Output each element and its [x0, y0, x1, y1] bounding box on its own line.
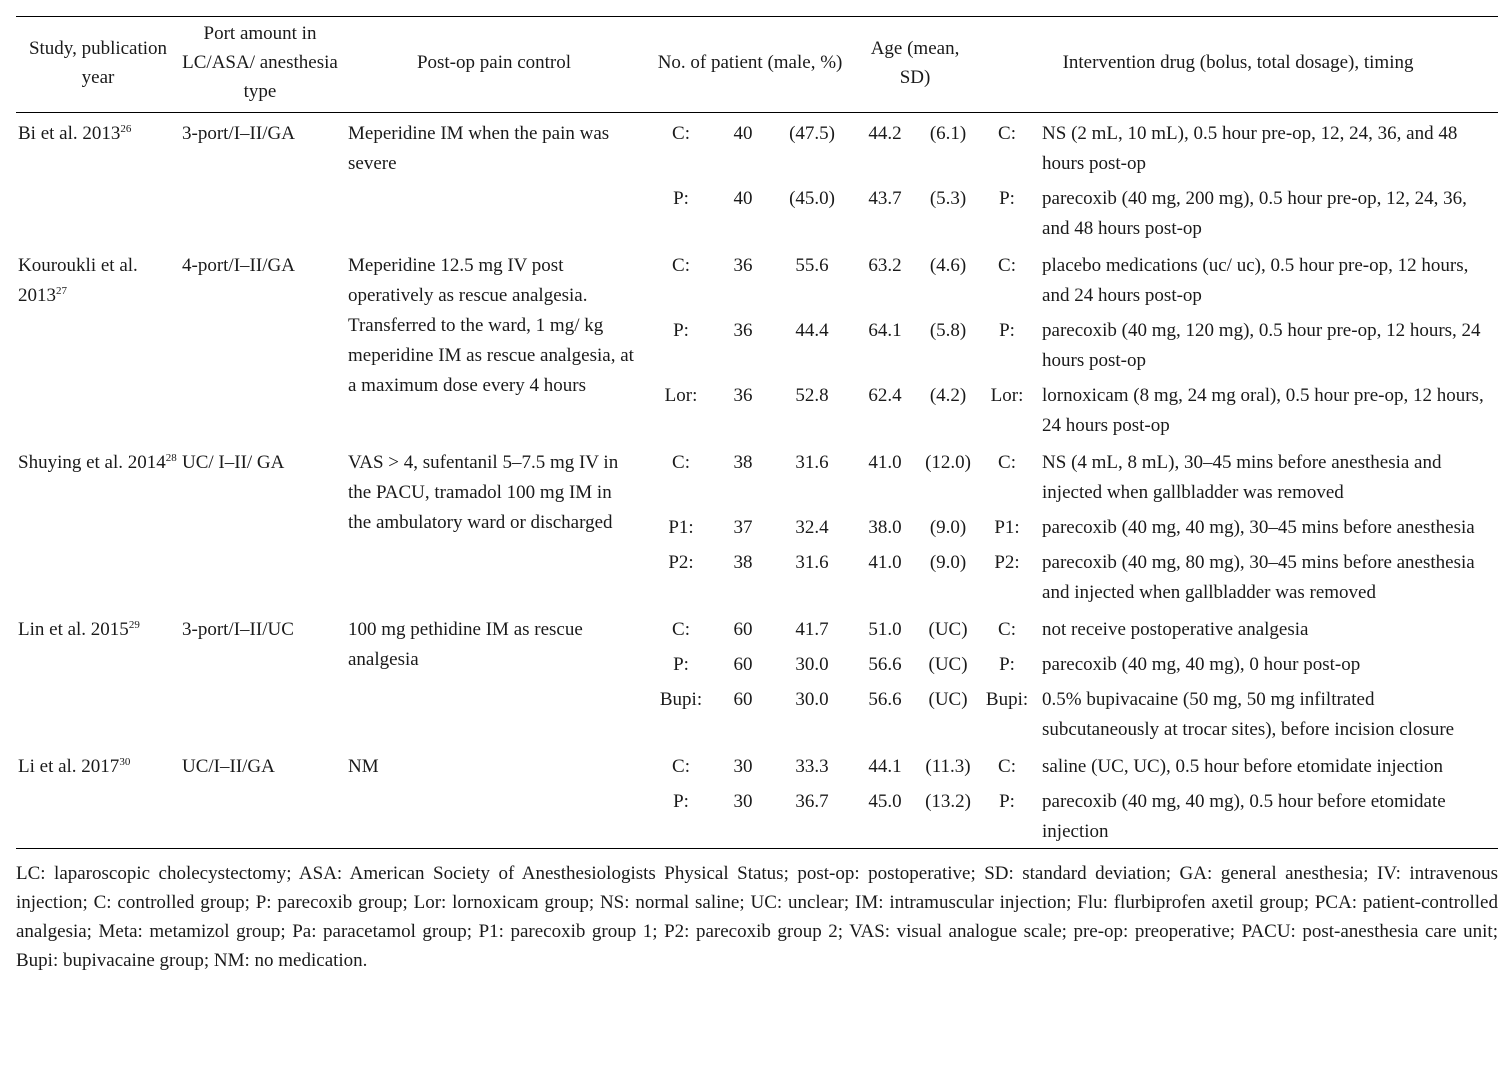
intervention-drug: parecoxib (40 mg, 40 mg), 0.5 hour before etomidate injection [1042, 791, 1446, 842]
drug-group-label: Lor: [990, 385, 1024, 406]
study-table-container [16, 16, 1498, 994]
age-mean: 41.0 [868, 552, 902, 573]
group-label: P2: [668, 552, 694, 573]
group-label: C: [672, 452, 690, 473]
group-label: Bupi: [659, 689, 703, 710]
patient-count: 40 [733, 188, 753, 209]
reference-number: 26 [120, 123, 132, 135]
patient-count: 38 [733, 552, 753, 573]
group-label: P: [673, 654, 689, 675]
header-intervention: Intervention drug (bolus, total dosage), timing [1062, 52, 1414, 73]
drug-group-label: P: [999, 791, 1015, 812]
drug-group-label: P: [999, 654, 1015, 675]
group-label: C: [672, 619, 690, 640]
study-name [16, 609, 180, 746]
patient-count: 37 [733, 517, 753, 538]
male-percent: (47.5) [789, 123, 835, 144]
group-label: Lor: [664, 385, 698, 406]
intervention-drug: parecoxib (40 mg, 120 mg), 0.5 hour pre-op, 12 hours, 24 hours post-op [1042, 320, 1481, 371]
age-mean: 43.7 [868, 188, 902, 209]
intervention-drug: parecoxib (40 mg, 40 mg), 0 hour post-op [1042, 654, 1361, 675]
age-sd: (4.2) [929, 385, 967, 406]
table-body [16, 113, 1498, 849]
patient-count: 60 [733, 689, 753, 710]
male-percent: 36.7 [795, 791, 829, 812]
pain-control: Meperidine 12.5 mg IV post operatively as rescue analgesia. Transferred to the ward, 1 mg/ kg meperidine IM as rescue analgesia, at a maximum dose every 4 hours [348, 255, 634, 396]
port-anesthesia: 3-port/I–II/UC [182, 619, 294, 640]
male-percent: 31.6 [795, 452, 829, 473]
age-sd: (9.0) [929, 552, 967, 573]
age-mean: 63.2 [868, 255, 902, 276]
male-percent: (45.0) [789, 188, 835, 209]
group-label: C: [672, 756, 690, 777]
drug-group-label: C: [998, 452, 1016, 473]
port-anesthesia: 3-port/I–II/GA [182, 123, 295, 144]
drug-group-label: C: [998, 756, 1016, 777]
age-sd: (6.1) [929, 123, 967, 144]
male-percent: 41.7 [795, 619, 829, 640]
study-name [16, 245, 180, 442]
port-anesthesia: 4-port/I–II/GA [182, 255, 295, 276]
table-row [16, 609, 1498, 646]
pain-control: 100 mg pethidine IM as rescue analgesia [348, 619, 583, 670]
header-patients: No. of patient (male, %) [657, 52, 843, 73]
intervention-drug: parecoxib (40 mg, 40 mg), 30–45 mins before anesthesia [1042, 517, 1475, 538]
intervention-drug: NS (2 mL, 10 mL), 0.5 hour pre-op, 12, 24, 36, and 48 hours post-op [1042, 123, 1458, 174]
intervention-drug: NS (4 mL, 8 mL), 30–45 mins before anesthesia and injected when gallbladder was removed [1042, 452, 1442, 503]
pain-control: NM [348, 756, 379, 777]
patient-count: 40 [733, 123, 753, 144]
header-age: Age (mean, SD) [870, 37, 960, 88]
age-sd: (UC) [928, 689, 968, 710]
header-pain-control: Post-op pain control [416, 52, 572, 73]
intervention-drug: parecoxib (40 mg, 200 mg), 0.5 hour pre-op, 12, 24, 36, and 48 hours post-op [1042, 188, 1467, 239]
age-sd: (UC) [928, 619, 968, 640]
group-label: C: [672, 123, 690, 144]
intervention-drug: lornoxicam (8 mg, 24 mg oral), 0.5 hour pre-op, 12 hours, 24 hours post-op [1042, 385, 1484, 436]
header-study: Study, publication year [28, 37, 168, 88]
age-mean: 44.1 [868, 756, 902, 777]
pain-control: Meperidine IM when the pain was severe [348, 123, 610, 174]
table-row [16, 442, 1498, 509]
male-percent: 52.8 [795, 385, 829, 406]
age-mean: 56.6 [868, 689, 902, 710]
age-mean: 45.0 [868, 791, 902, 812]
drug-group-label: P: [999, 188, 1015, 209]
intervention-drug: parecoxib (40 mg, 80 mg), 30–45 mins before anesthesia and injected when gallbladder was removed [1042, 552, 1475, 603]
intervention-drug: saline (UC, UC), 0.5 hour before etomidate injection [1042, 756, 1444, 777]
age-mean: 38.0 [868, 517, 902, 538]
reference-number: 28 [165, 452, 177, 464]
age-mean: 64.1 [868, 320, 902, 341]
patient-count: 30 [733, 791, 753, 812]
study-characteristics-table [16, 16, 1498, 848]
male-percent: 31.6 [795, 552, 829, 573]
patient-count: 60 [733, 619, 753, 640]
male-percent: 55.6 [795, 255, 829, 276]
patient-count: 36 [733, 385, 753, 406]
age-sd: (UC) [928, 654, 968, 675]
group-label: P: [673, 188, 689, 209]
port-anesthesia: UC/I–II/GA [182, 756, 275, 777]
study-name-text: Lin et al. 2015 [18, 619, 129, 640]
age-sd: (5.8) [929, 320, 967, 341]
intervention-drug: not receive postoperative analgesia [1042, 619, 1309, 640]
male-percent: 32.4 [795, 517, 829, 538]
drug-group-label: C: [998, 619, 1016, 640]
male-percent: 30.0 [795, 654, 829, 675]
header-port: Port amount in LC/ASA/ anesthesia type [182, 23, 338, 102]
table-footnote: LC: laparoscopic cholecystectomy; ASA: American Society of Anesthesiologists Physical Status; post-op: postoperative; SD: standard deviation; GA: general anesthesia; IV: intravenous injection; C: controlled group; P: parecoxib group; Lor: lornoxicam group; NS: normal saline; UC: unclear; IM: intramuscular injection; Flu: flurbiprofen axetil group; PCA: patient-controlled analgesia; Meta: metamizol group; Pa: paracetamol group; P1: parecoxib group 1; P2: parecoxib group 2; VAS: visual analogue scale; pre-op: preoperative; PACU: post-anesthesia care unit; Bupi: bupivacaine group; NM: no medication. [16, 863, 1498, 971]
age-sd: (9.0) [929, 517, 967, 538]
age-mean: 51.0 [868, 619, 902, 640]
male-percent: 30.0 [795, 689, 829, 710]
patient-count: 30 [733, 756, 753, 777]
drug-group-label: P1: [994, 517, 1020, 538]
table-row [16, 245, 1498, 312]
study-name-text: Bi et al. 2013 [18, 123, 121, 144]
table-header-row [16, 17, 1498, 113]
group-label: P: [673, 791, 689, 812]
drug-group-label: C: [998, 123, 1016, 144]
patient-count: 36 [733, 255, 753, 276]
age-sd: (12.0) [925, 452, 971, 473]
port-anesthesia: UC/ I–II/ GA [182, 452, 285, 473]
study-name [16, 113, 180, 246]
drug-group-label: P2: [994, 552, 1020, 573]
table-row [16, 746, 1498, 783]
group-label: C: [672, 255, 690, 276]
reference-number: 30 [119, 756, 131, 768]
group-label: P1: [668, 517, 694, 538]
study-name-text: Li et al. 2017 [18, 756, 120, 777]
study-name-text: Kouroukli et al. 2013 [18, 255, 138, 306]
study-name-text: Shuying et al. 2014 [18, 452, 166, 473]
patient-count: 36 [733, 320, 753, 341]
age-mean: 44.2 [868, 123, 902, 144]
male-percent: 44.4 [795, 320, 829, 341]
table-row [16, 113, 1498, 181]
table-bottom-rule [16, 848, 1498, 849]
pain-control: VAS > 4, sufentanil 5–7.5 mg IV in the PACU, tramadol 100 mg IM in the ambulatory ward or discharged [348, 452, 619, 533]
male-percent: 33.3 [795, 756, 829, 777]
age-mean: 62.4 [868, 385, 902, 406]
age-mean: 41.0 [868, 452, 902, 473]
age-sd: (13.2) [925, 791, 971, 812]
drug-group-label: C: [998, 255, 1016, 276]
intervention-drug: 0.5% bupivacaine (50 mg, 50 mg infiltrated subcutaneously at trocar sites), before incision closure [1042, 689, 1455, 740]
age-sd: (4.6) [929, 255, 967, 276]
reference-number: 27 [56, 285, 67, 297]
drug-group-label: P: [999, 320, 1015, 341]
age-sd: (5.3) [929, 188, 967, 209]
group-label: P: [673, 320, 689, 341]
reference-number: 29 [128, 619, 140, 631]
study-name [16, 442, 180, 609]
age-sd: (11.3) [925, 756, 971, 777]
patient-count: 60 [733, 654, 753, 675]
drug-group-label: Bupi: [985, 689, 1029, 710]
intervention-drug: placebo medications (uc/ uc), 0.5 hour pre-op, 12 hours, and 24 hours post-op [1042, 255, 1469, 306]
age-mean: 56.6 [868, 654, 902, 675]
patient-count: 38 [733, 452, 753, 473]
study-name [16, 746, 180, 848]
